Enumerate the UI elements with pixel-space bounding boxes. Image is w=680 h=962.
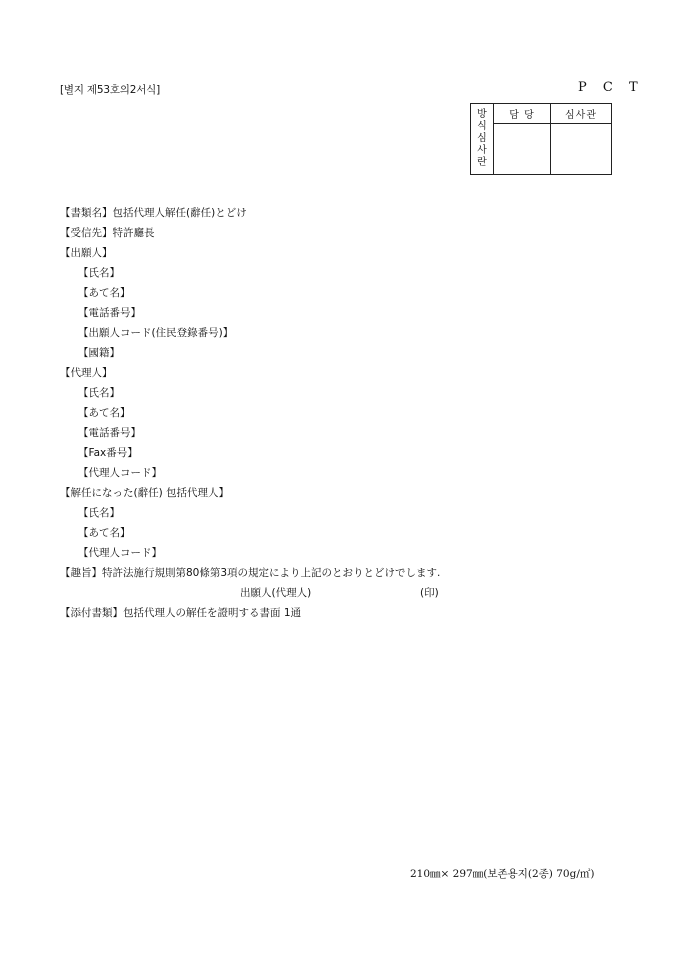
side-char: 식 [477, 121, 487, 132]
field-dismissed-name: 【氏名】 [78, 507, 120, 519]
field-agent-address: 【あて名】 [78, 407, 131, 419]
field-applicant-code: 【出願人コード(住民登錄番号)】 [78, 327, 234, 339]
field-agent-phone: 【電話番号】 [78, 427, 141, 439]
section-agent: 【代理人】 [60, 367, 113, 379]
field-document-name: 【書類名】包括代理人解任(辭任)とどけ [60, 207, 247, 219]
signature-seal: (印) [420, 587, 439, 599]
field-agent-name: 【氏名】 [78, 387, 120, 399]
form-number-label: [별지 제53호의2서식] [60, 84, 160, 96]
side-char: 방 [477, 109, 487, 120]
field-agent-code: 【代理人コード】 [78, 467, 162, 479]
field-applicant-name: 【氏名】 [78, 267, 120, 279]
exam-box-cell-charge[interactable] [494, 124, 551, 175]
examination-box [470, 103, 612, 175]
exam-box-header-charge: 담 당 [494, 104, 551, 124]
exam-box-side-label [471, 104, 494, 175]
section-applicant: 【出願人】 [60, 247, 113, 259]
field-applicant-phone: 【電話番号】 [78, 307, 141, 319]
pct-label: P C T [578, 80, 644, 95]
field-attachments: 【添付書類】包括代理人の解任を證明する書面 1通 [60, 607, 302, 619]
side-char: 사 [477, 145, 487, 156]
exam-box-cell-examiner[interactable] [551, 124, 612, 175]
field-applicant-address: 【あて名】 [78, 287, 131, 299]
field-dismissed-code: 【代理人コード】 [78, 547, 162, 559]
field-agent-fax: 【Fax番号】 [78, 447, 138, 459]
field-recipient: 【受信先】特許廳長 [60, 227, 155, 239]
field-dismissed-address: 【あて名】 [78, 527, 131, 539]
side-char: 심 [477, 133, 487, 144]
side-char: 란 [477, 157, 487, 168]
paper-spec-footer: 210㎜× 297㎜(보존용지(2종) 70g/㎡) [410, 868, 595, 880]
signature-applicant: 出願人(代理人) [240, 587, 312, 599]
exam-box-header-examiner: 심사관 [551, 104, 612, 124]
section-dismissed-agent: 【解任になった(辭任) 包括代理人】 [60, 487, 230, 499]
field-applicant-nationality: 【國籍】 [78, 347, 120, 359]
field-purpose: 【趣旨】特許法施行規則第80條第3項の規定により上記のとおりとどけでします. [60, 567, 441, 579]
